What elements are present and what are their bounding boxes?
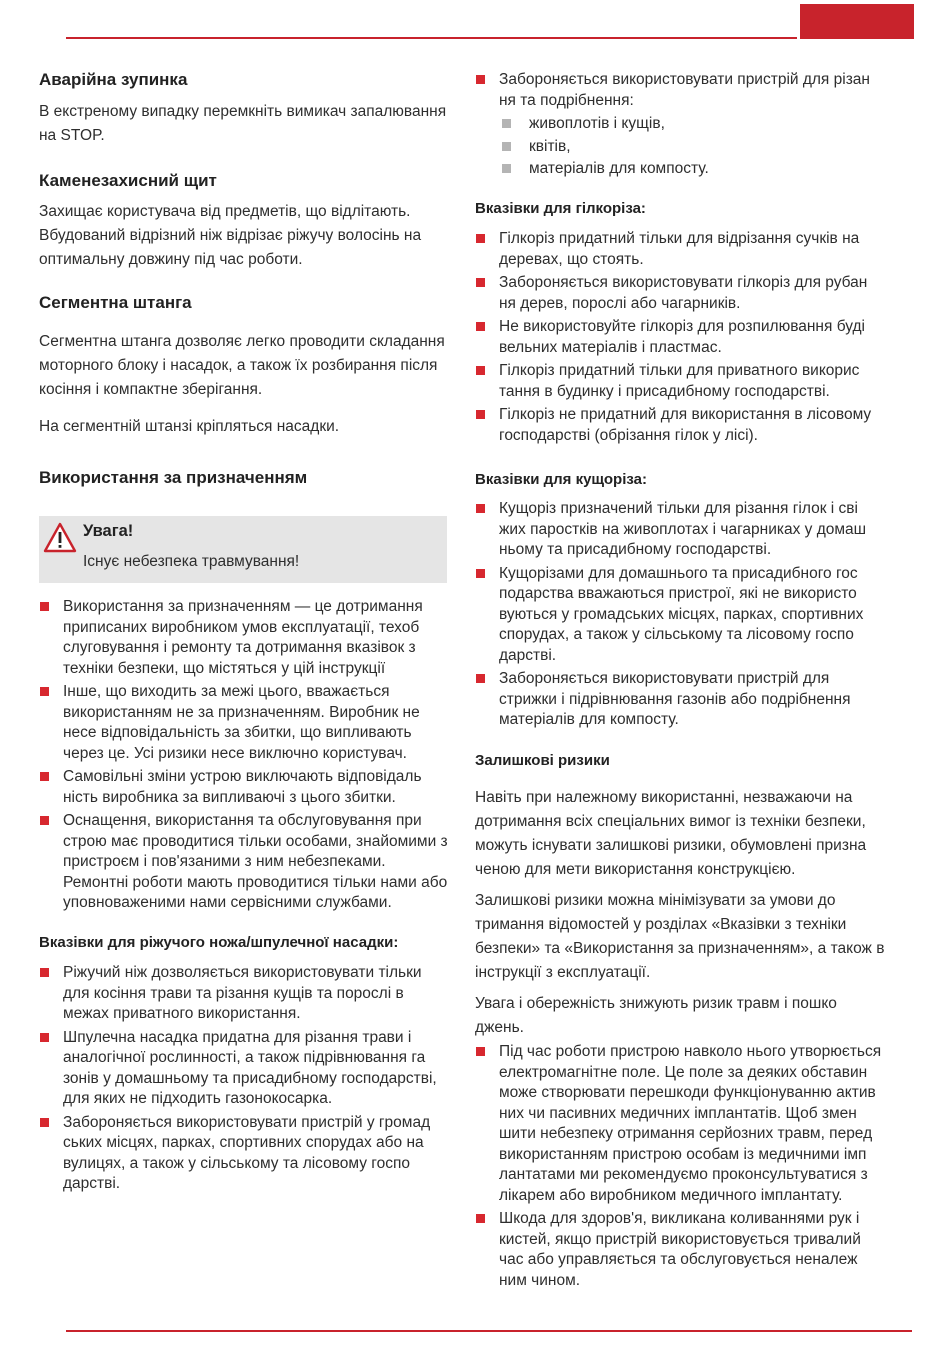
list-item: Самовільні зміни устрою виключають відповідаль ність виробника за випливаючі з цього збитки.	[39, 767, 449, 808]
bullet-square-icon	[476, 1047, 485, 1056]
section-title-stone-guard: Каменезахисний щит	[39, 171, 217, 190]
header-tab	[800, 4, 914, 39]
bullet-square-icon	[40, 687, 49, 696]
section-title-hedge-trimmer: Вказівки для кущоріза:	[475, 471, 647, 488]
bullet-square-icon	[476, 504, 485, 513]
list-item: Під час роботи пристрою навколо нього утворюється електромагнітне поле. Це поле за деяких обставин може створювати перешкоди функціонуванню актив них чи пасивних медичних імплантатів. Щоб змен шити небезпеку отримання серйозних травм, перед використанням пристрою особам із медичними імп лантатами ми рекомендуємо проконсультуватися з лікарем або виробником медичного імплантату.	[475, 1042, 885, 1206]
footer-rule	[66, 1330, 912, 1332]
residual-risks-text-3: Увага і обережність знижують ризик травм і пошко джень.	[475, 995, 837, 1036]
list-item: Ріжучий ніж дозволяється використовувати тільки для косіння трави та різання кущів та порослі в межах приватного використання.	[39, 963, 449, 1025]
bullet-square-icon	[476, 1214, 485, 1223]
bullet-square-icon	[476, 674, 485, 683]
cutting-blade-list	[39, 963, 449, 1198]
bullet-square-icon	[40, 1118, 49, 1127]
section-title-pole-pruner: Вказівки для гілкоріза:	[475, 200, 646, 217]
segment-shaft-text-2: На сегментній штанзі кріпляться насадки.	[39, 418, 340, 435]
section-title-cutting-blade: Вказівки для ріжучого ножа/шпулечної насадки:	[39, 934, 399, 951]
stone-guard-text: Захищає користувача від предметів, що відлітають. Вбудований відрізний ніж відрізає ріжучу волосінь на оптимальну довжину під час роботи.	[39, 203, 422, 268]
section-title-residual-risks: Залишкові ризики	[475, 752, 610, 769]
list-item: Забороняється використовувати гілкоріз для рубан ня дерев, порослі або чагарників.	[475, 273, 885, 314]
bullet-square-icon	[40, 602, 49, 611]
list-item: Використання за призначенням — це дотримання приписаних виробником умов експлуатації, техоб слуговування і ремонту та дотримання вказівок з техніки безпеки, що містяться у цій інструкції	[39, 597, 449, 679]
bullet-square-icon	[476, 322, 485, 331]
bullet-square-icon	[476, 410, 485, 419]
sub-list-item: матеріалів для компосту.	[475, 158, 885, 181]
list-item: Оснащення, використання та обслуговування при строю має проводитися тільки особами, знайомими з пристроєм і пов'язаними з ним небезпеками. Ремонтні роботи мають проводитися тільки нами або уповноваженими нами сервісними службами.	[39, 811, 449, 914]
list-item: Не використовуйте гілкоріз для розпилювання буді вельних матеріалів і пластмас.	[475, 317, 885, 358]
section-title-emergency-stop: Аварійна зупинка	[39, 70, 188, 89]
sub-bullet-square-icon	[502, 119, 511, 128]
list-item: Шпулечна насадка придатна для різання трави і аналогічної рослинності, а також підрівнювання га зонів у домашньому та присадибному господарстві, для яких не підходить газонокосарка.	[39, 1028, 449, 1110]
bullet-square-icon	[476, 75, 485, 84]
sub-list-item: квітів,	[475, 136, 885, 159]
sub-list-item: живоплотів і кущів,	[475, 113, 885, 136]
prohibited-use-sublist	[475, 113, 885, 181]
list-item: Гілкоріз придатний тільки для відрізання сучків на деревах, що стоять.	[475, 229, 885, 270]
warning-box	[39, 516, 447, 583]
list-item: Гілкоріз придатний тільки для приватного викорис тання в будинку і присадибному господарстві.	[475, 361, 885, 402]
bullet-square-icon	[476, 234, 485, 243]
list-item: Забороняється використовувати пристрій для різан ня та подрібнення:	[475, 70, 885, 111]
emergency-stop-text: В екстреному випадку перемкніть вимикач запалювання на STOP.	[39, 103, 447, 144]
segment-shaft-text: Сегментна штанга дозволяє легко проводити складання моторного блоку і насадок, а також їх розбирання після косіння і компактне зберігання.	[39, 333, 445, 398]
list-item: Кущоріз призначений тільки для різання гілок і сві жих паростків на живоплотах і чагарниках у домаш ньому та присадибному господарстві.	[475, 499, 885, 561]
residual-risks-text-2: Залишкові ризики можна мінімізувати за умови до тримання відомостей у розділах «Вказівки з техніки безпеки» та «Використання за призначенням», а також в інструкції з експлуатації.	[475, 892, 885, 981]
bullet-square-icon	[40, 1033, 49, 1042]
bullet-square-icon	[40, 816, 49, 825]
bullet-square-icon	[476, 278, 485, 287]
list-item: Інше, що виходить за межі цього, вважається використанням не за призначенням. Виробник не несе відповідальність за збитки, що випливають через це. Усі ризики несе виключно користувач.	[39, 682, 449, 764]
sub-bullet-square-icon	[502, 164, 511, 173]
section-title-segment-shaft: Сегментна штанга	[39, 293, 192, 312]
list-item: Шкода для здоров'я, викликана коливаннями рук і кистей, якщо пристрій використовується тривалий час або управляється та обслуговується неналеж ним чином.	[475, 1209, 885, 1291]
bullet-square-icon	[476, 366, 485, 375]
hedge-trimmer-list	[475, 499, 885, 734]
residual-risks-list	[475, 1042, 885, 1294]
bullet-square-icon	[40, 772, 49, 781]
list-item: Кущорізами для домашнього та присадибного гос подарства вважаються пристрої, які не використо вуються у громадських місцях, парках, спортивних спорудах, а також у сільському та лісовому госпо дарстві.	[475, 564, 885, 667]
bullet-square-icon	[40, 968, 49, 977]
list-item: Забороняється використовувати пристрій для стрижки і підрівнювання газонів або подрібнення матеріалів для компосту.	[475, 669, 885, 731]
warning-title: Увага!	[83, 522, 134, 540]
residual-risks-text-1: Навіть при належному використанні, незважаючи на дотримання всіх спеціальних вимог із техніки безпеки, можуть існувати залишкові ризики, обумовлені призна ченою для мети використання конструкцією.	[475, 789, 867, 878]
list-item: Забороняється використовувати пристрій у громад ських місцях, парках, спортивних спорудах або на вулицях, а також у сільському та лісовому госпо дарстві.	[39, 1113, 449, 1195]
pole-pruner-list	[475, 229, 885, 449]
bullet-square-icon	[476, 569, 485, 578]
prohibited-use-list	[475, 70, 885, 114]
warning-triangle-icon	[43, 522, 77, 554]
list-item: Гілкоріз не придатний для використання в лісовому господарстві (обрізання гілок у лісі).	[475, 405, 885, 446]
section-title-intended-use: Використання за призначенням	[39, 468, 308, 487]
intended-use-list	[39, 597, 449, 917]
sub-bullet-square-icon	[502, 142, 511, 151]
warning-text: Існує небезпека травмування!	[83, 553, 300, 570]
header-rule	[66, 37, 797, 39]
